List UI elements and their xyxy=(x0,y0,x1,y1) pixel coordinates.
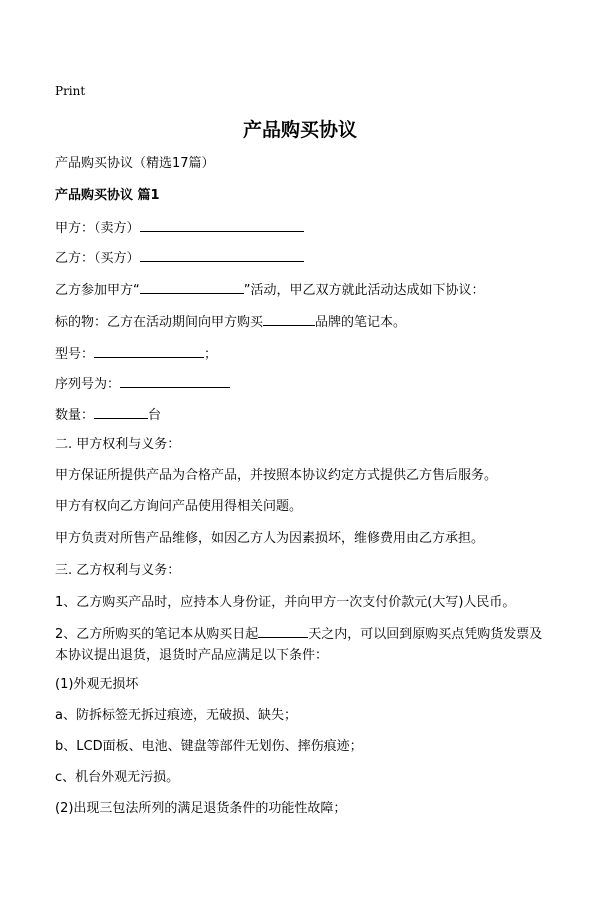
section-2-para-2: 甲方有权向乙方询问产品使用得相关问题。 xyxy=(55,499,303,514)
quantity-unit: 台 xyxy=(148,408,162,423)
model-line xyxy=(55,345,560,363)
model-suffix: ； xyxy=(204,347,218,362)
quantity-line xyxy=(55,406,560,424)
para-2-before: 2、乙方所购买的笔记本从购买日起 xyxy=(55,627,259,642)
condition-2: (2)出现三包法所列的满足退货条件的功能性故障； xyxy=(55,801,347,816)
party-a-label: 甲方：（卖方） xyxy=(55,221,140,236)
condition-b: b、LCD面板、电池、键盘等部件无划伤、摔伤痕迹； xyxy=(55,739,363,754)
serial-line xyxy=(55,375,560,393)
serial-label: 序列号为： xyxy=(55,377,121,392)
section-3-para-1: 1、乙方购买产品时，应持本人身份证，并向甲方一次支付价款元(大写)人民币。 xyxy=(55,595,516,610)
party-b-label: 乙方：（买方） xyxy=(55,251,140,266)
section-2-para-1: 甲方保证所提供产品为合格产品，并按照本协议约定方式提供乙方售后服务。 xyxy=(55,468,498,483)
section-2-para-3: 甲方负责对所售产品维修，如因乙方人为因素损坏，维修费用由乙方承担。 xyxy=(55,531,485,546)
document-title: 产品购买协议 xyxy=(242,119,357,141)
para-2-after: 天之内，可以回到原购买点凭购货发票及本协议提出退货，退货时产品应满足以下条件： xyxy=(55,627,543,663)
party-a-line xyxy=(55,219,560,237)
document-subtitle: 产品购买协议（精选17篇） xyxy=(55,156,215,171)
intro-before: 乙方参加甲方“ xyxy=(55,283,140,298)
model-label: 型号： xyxy=(55,347,95,362)
section-2-heading: 二. 甲方权利与义务： xyxy=(55,437,181,452)
brand-blank xyxy=(263,313,315,326)
serial-blank xyxy=(120,375,230,388)
party-a-blank xyxy=(140,219,304,232)
quantity-label: 数量： xyxy=(55,408,95,423)
quantity-blank xyxy=(94,406,148,419)
print-link[interactable]: Print xyxy=(55,84,86,98)
section-3-heading: 三. 乙方权利与义务： xyxy=(55,563,181,578)
party-b-line xyxy=(55,249,560,267)
activity-blank xyxy=(140,281,244,294)
subject-line xyxy=(55,313,560,331)
intro-after: ”活动，甲乙双方就此活动达成如下协议： xyxy=(243,283,485,298)
condition-1: (1)外观无损坏 xyxy=(55,677,139,692)
party-b-blank xyxy=(140,249,304,262)
activity-intro-line xyxy=(55,281,560,299)
subject-after: 品牌的笔记本。 xyxy=(315,315,407,330)
subject-before: 标的物：乙方在活动期间向甲方购买 xyxy=(55,315,264,330)
days-blank xyxy=(258,625,308,638)
section-3-para-2 xyxy=(55,624,550,666)
condition-c: c、机台外观无污损。 xyxy=(55,770,180,785)
condition-a: a、防拆标签无拆过痕迹，无破损、缺失； xyxy=(55,708,297,723)
model-blank xyxy=(94,345,204,358)
section-heading: 产品购买协议 篇1 xyxy=(55,188,160,203)
